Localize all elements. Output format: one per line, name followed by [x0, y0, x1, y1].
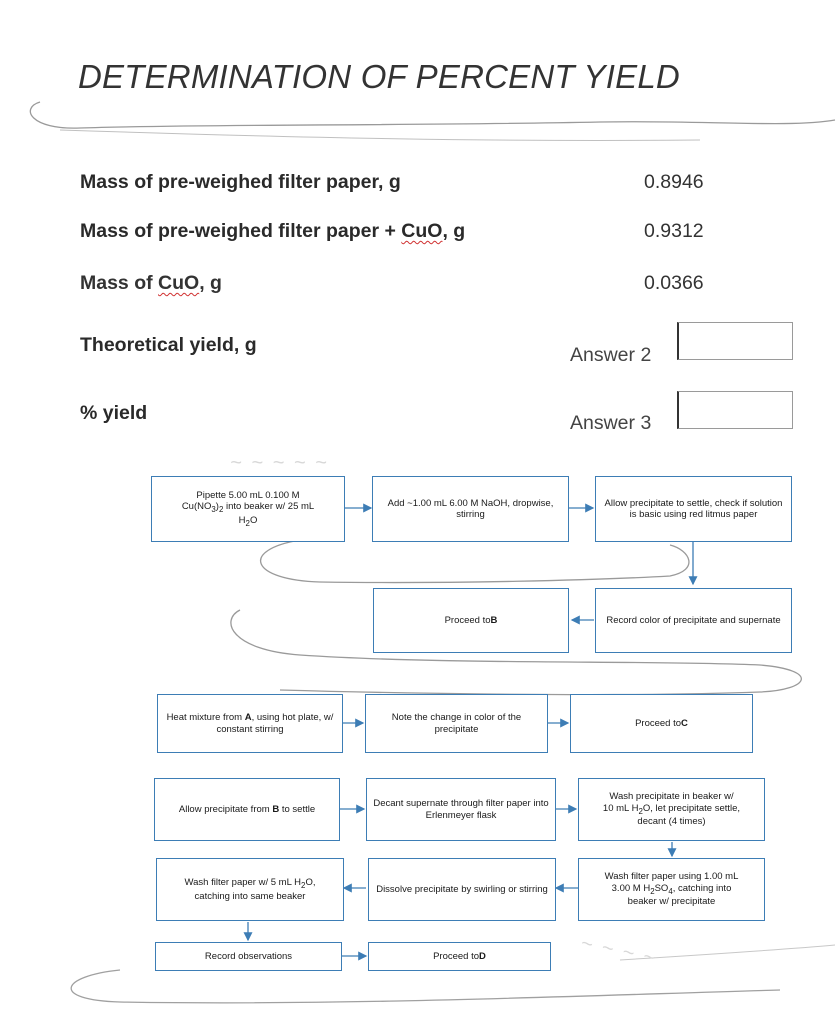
flow-step-record-color: Record color of precipitate and supernate [595, 588, 792, 653]
step-ref: D [479, 950, 486, 962]
flow-step-wash-filter-water [156, 858, 344, 921]
step-text: Pipette 5.00 mL 0.100 M $Cu(NO_3)_2$ into beaker w/ 25 mL $H_2O$ [181, 489, 315, 528]
row-theoretical-yield-label: Theoretical yield, g [80, 334, 257, 356]
chem-formula: CuO [401, 220, 443, 242]
step-text: Wash precipitate in beaker w/ 10 mL $H_2O$, let precipitate settle, decant (4 times) [602, 791, 741, 828]
label-text: Mass of pre-weighed filter paper, g [80, 171, 401, 193]
flow-step-proceed-b [373, 588, 569, 653]
watermark-text: ~ ~ ~ ~ [578, 932, 659, 970]
answer-3-label: Answer 3 [570, 412, 652, 434]
flow-step-decant: Decant supernate through filter paper into Erlenmeyer flask [366, 778, 556, 841]
label-text: Mass of [80, 272, 159, 294]
flow-step-pipette [151, 476, 345, 542]
answer-2-label: Answer 2 [570, 344, 652, 366]
step-ref: B [490, 614, 498, 626]
row-filter-paper-cuo-mass-value: 0.9312 [644, 220, 704, 242]
flow-step-proceed-d [368, 942, 551, 971]
flow-step-allow-settle [154, 778, 340, 841]
flow-step-note-color-change: Note the change in color of the precipitate [365, 694, 548, 753]
flow-step-record-observations: Record observations [155, 942, 342, 971]
row-filter-paper-mass-value: 0.8946 [644, 171, 704, 193]
watermark-text: ~ ~ ~ ~ ~ [230, 452, 329, 474]
chem-formula: CuO [158, 272, 200, 294]
step-text: Proceed to [433, 950, 480, 962]
step-text: Wash filter paper using 1.00 mL 3.00 M $H_2SO_4$, catching into beaker w/ precipitate [604, 871, 739, 908]
flow-step-add-naoh: Add ~1.00 mL 6.00 M NaOH, dropwise, stirring [372, 476, 569, 542]
label-text: , g [199, 272, 222, 294]
step-text: Wash filter paper w/ 5 mL $H_2O$, catching into same beaker [184, 877, 316, 902]
flow-step-settle-litmus: Allow precipitate to settle, check if solution is basic using red litmus paper [595, 476, 792, 542]
flow-step-proceed-c [570, 694, 753, 753]
flow-step-dissolve: Dissolve precipitate by swirling or stirring [368, 858, 556, 921]
label-text: , g [442, 220, 466, 242]
step-text: Proceed to [444, 614, 491, 626]
step-text: Allow precipitate from B to settle [178, 803, 316, 815]
flow-step-wash-precipitate [578, 778, 765, 841]
row-cuo-mass-value: 0.0366 [644, 272, 704, 294]
flow-step-wash-filter-sulfuric [578, 858, 765, 921]
step-text: Heat mixture from A, using hot plate, w/ constant stirring [166, 712, 334, 735]
step-text: Proceed to [635, 717, 682, 729]
label-text: Mass of pre-weighed filter paper + [80, 220, 402, 242]
flow-step-heat-mixture [157, 694, 343, 753]
row-percent-yield-label: % yield [80, 402, 148, 424]
page-title: DETERMINATION OF PERCENT YIELD [78, 58, 680, 95]
step-ref: C [681, 717, 688, 729]
